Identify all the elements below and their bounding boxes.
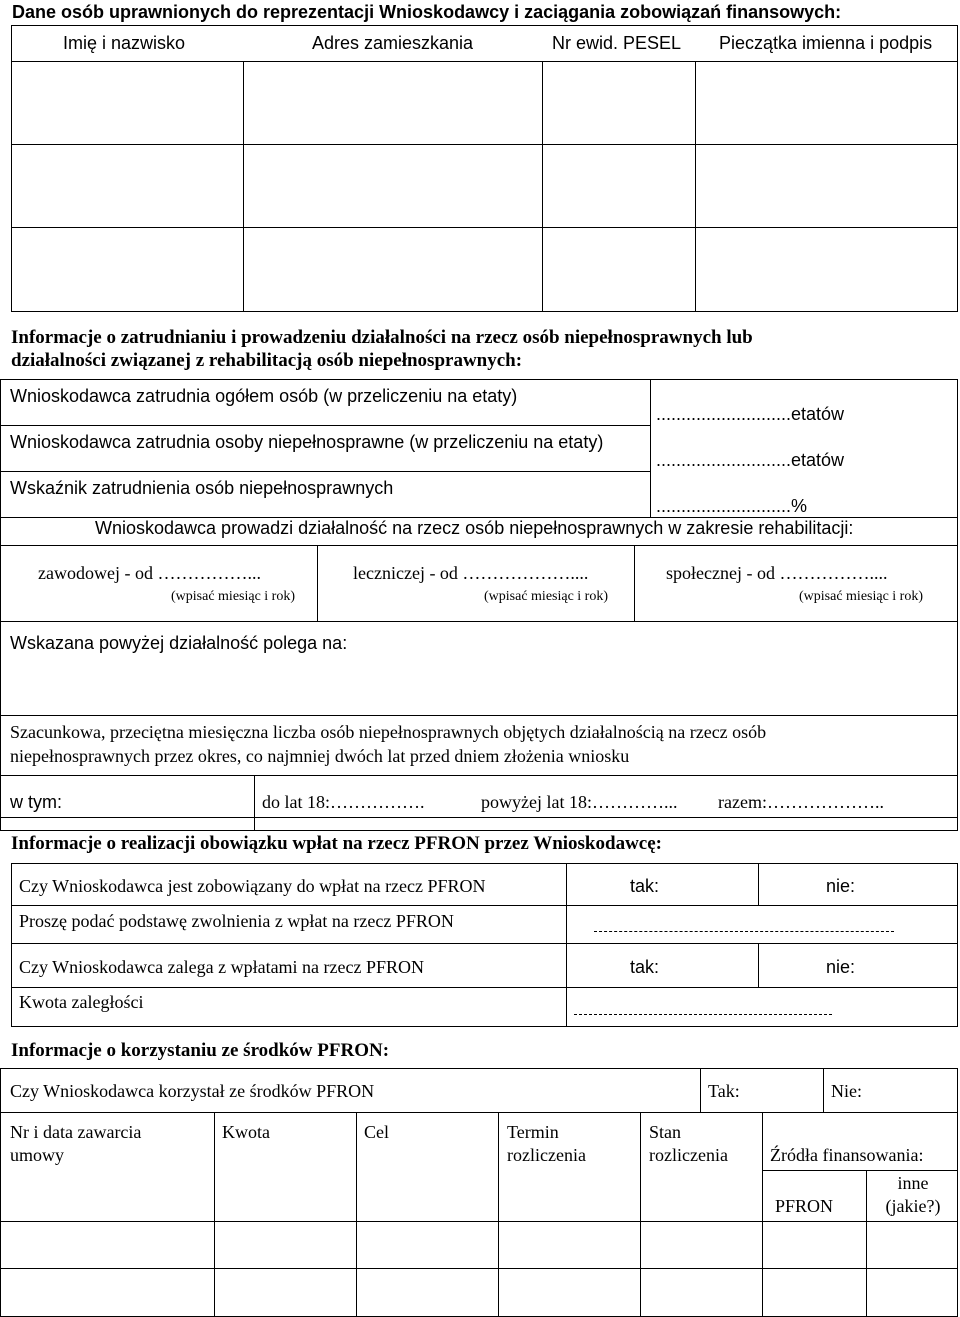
medical-field[interactable]: leczniczej - od ……………….... [353, 563, 589, 583]
section-title-pfron-funds: Informacje o korzystaniu ze środków PFRON: [11, 1040, 390, 1061]
cell-id-1[interactable] [543, 62, 694, 143]
section-title-representatives: Dane osób uprawnionych do reprezentacji Wnioskodawcy i zaciągania zobowiązań finansowych: [12, 2, 842, 22]
estimate-label-line2: niepełnosprawnych przez okres, co najmniej dwóch lat przed dniem złożenia wniosku [10, 746, 630, 766]
col-header-term-line1: Termin [507, 1122, 559, 1142]
cell-address-1[interactable] [244, 62, 541, 143]
q-obliged-yes[interactable]: tak: [630, 876, 660, 896]
estimate-label-line1: Szacunkowa, przeciętna miesięczna liczba osób niepełnosprawnych objętych działalnością na rzecz osób [10, 722, 767, 742]
section-title-employment-line1: Informacje o zatrudnianiu i prowadzeniu działalności na rzecz osób niepełnosprawnych lub [11, 327, 753, 348]
table-divider [758, 943, 759, 987]
table-divider [762, 1170, 958, 1171]
table-divider [317, 545, 318, 621]
cell-goal-1[interactable] [357, 1222, 497, 1267]
table-divider [566, 863, 567, 1027]
col-header-goal: Cel [364, 1122, 389, 1142]
table-divider [11, 144, 958, 145]
table-divider [0, 1112, 958, 1113]
over18-field[interactable]: powyżej lat 18:…………... [481, 792, 678, 812]
cell-term-1[interactable] [499, 1222, 639, 1267]
ratio-value[interactable]: ...........................% [656, 496, 808, 516]
table-divider [0, 545, 958, 546]
under18-field[interactable]: do lat 18:……………. [262, 792, 425, 812]
table-divider [0, 775, 958, 776]
social-field[interactable]: społecznej - od …………….... [666, 563, 888, 583]
activity-label: Wnioskodawca prowadzi działalność na rzecz osób niepełnosprawnych w zakresie rehabilitacji: [95, 518, 854, 538]
table-divider [11, 987, 958, 988]
q-arrears-no[interactable]: nie: [826, 957, 856, 977]
table-divider [498, 1112, 499, 1317]
table-divider [0, 715, 958, 716]
table-divider [762, 1112, 763, 1317]
col-header-sources: Źródła finansowania: [770, 1145, 924, 1165]
cell-contract-1[interactable] [1, 1222, 213, 1267]
table-divider [758, 863, 759, 905]
pfron-funds-border [0, 1068, 958, 1317]
arrears-amount-label: Kwota zaległości [19, 992, 144, 1012]
activity-desc-area[interactable] [1, 660, 957, 714]
vocational-field[interactable]: zawodowej - od ……………... [38, 563, 261, 583]
cell-pfron-1[interactable] [763, 1222, 865, 1267]
col-header-other-line2: (jakie?) [885, 1196, 941, 1216]
employ-total-value[interactable]: ...........................etatów [656, 404, 845, 424]
total-field[interactable]: razem:……………….. [718, 792, 884, 812]
cell-status-1[interactable] [641, 1222, 761, 1267]
ratio-label: Wskaźnik zatrudnienia osób niepełnosprawnych [10, 478, 394, 498]
table-divider [0, 471, 651, 472]
table-divider [11, 905, 958, 906]
table-divider [0, 817, 958, 818]
table-divider [356, 1112, 357, 1317]
table-divider [700, 1068, 701, 1112]
arrears-amount-answer-line[interactable] [574, 1014, 832, 1015]
social-hint: (wpisać miesiąc i rok) [799, 589, 924, 604]
col-header-contract-line2: umowy [10, 1145, 64, 1165]
activity-desc-label: Wskazana powyżej działalność polega na: [10, 633, 348, 653]
q-arrears-yes[interactable]: tak: [630, 957, 660, 977]
section-title-employment-line2: działalności związanej z rehabilitacją osób niepełnosprawnych: [11, 350, 523, 371]
q-arrears-label: Czy Wnioskodawca zalega z wpłatami na rzecz PFRON [19, 957, 425, 977]
q-basis-answer-line[interactable] [594, 931, 894, 932]
table-divider [0, 1268, 958, 1269]
medical-hint: (wpisać miesiąc i rok) [484, 589, 609, 604]
employ-disabled-label: Wnioskodawca zatrudnia osoby niepełnosprawne (w przeliczeniu na etaty) [10, 432, 604, 452]
incl-label: w tym: [10, 792, 62, 812]
table-divider [634, 545, 635, 621]
col-header-other-line1: inne [897, 1173, 929, 1193]
col-header-status-line1: Stan [649, 1122, 682, 1142]
cell-name-1[interactable] [12, 62, 242, 143]
cell-amount-1[interactable] [215, 1222, 355, 1267]
section-title-pfron-obligation: Informacje o realizacji obowiązku wpłat na rzecz PFRON przez Wnioskodawcę: [11, 833, 662, 854]
col-header-name: Imię i nazwisko [63, 33, 186, 53]
col-header-id: Nr ewid. PESEL [552, 33, 682, 53]
employ-disabled-value[interactable]: ...........................etatów [656, 450, 845, 470]
table-divider [254, 775, 255, 831]
q-used-label: Czy Wnioskodawca korzystał ze środków PFRON [10, 1081, 375, 1101]
col-header-pfron: PFRON [775, 1196, 834, 1216]
q-obliged-no[interactable]: nie: [826, 876, 856, 896]
col-header-address: Adres zamieszkania [312, 33, 474, 53]
q-used-no[interactable]: Nie: [831, 1081, 862, 1101]
vocational-hint: (wpisać miesiąc i rok) [171, 589, 296, 604]
q-basis-label: Proszę podać podstawę zwolnienia z wpłat na rzecz PFRON [19, 911, 454, 931]
table-divider [11, 943, 958, 944]
col-header-status-line2: rozliczenia [649, 1145, 728, 1165]
col-header-amount: Kwota [222, 1122, 270, 1142]
employ-total-label: Wnioskodawca zatrudnia ogółem osób (w przeliczeniu na etaty) [10, 386, 518, 406]
table-divider [0, 425, 651, 426]
table-divider [650, 379, 651, 517]
col-header-stamp: Pieczątka imienna i podpis [719, 33, 933, 53]
col-header-term-line2: rozliczenia [507, 1145, 586, 1165]
table-divider [11, 227, 958, 228]
table-divider [0, 621, 958, 622]
cell-other-1[interactable] [867, 1222, 957, 1267]
q-obliged-label: Czy Wnioskodawca jest zobowiązany do wpłat na rzecz PFRON [19, 876, 486, 896]
table-divider [640, 1112, 641, 1317]
cell-stamp-1[interactable] [696, 62, 957, 143]
table-divider [214, 1112, 215, 1317]
q-used-yes[interactable]: Tak: [708, 1081, 740, 1101]
col-header-contract-line1: Nr i data zawarcia [10, 1122, 142, 1142]
table-divider [823, 1068, 824, 1112]
